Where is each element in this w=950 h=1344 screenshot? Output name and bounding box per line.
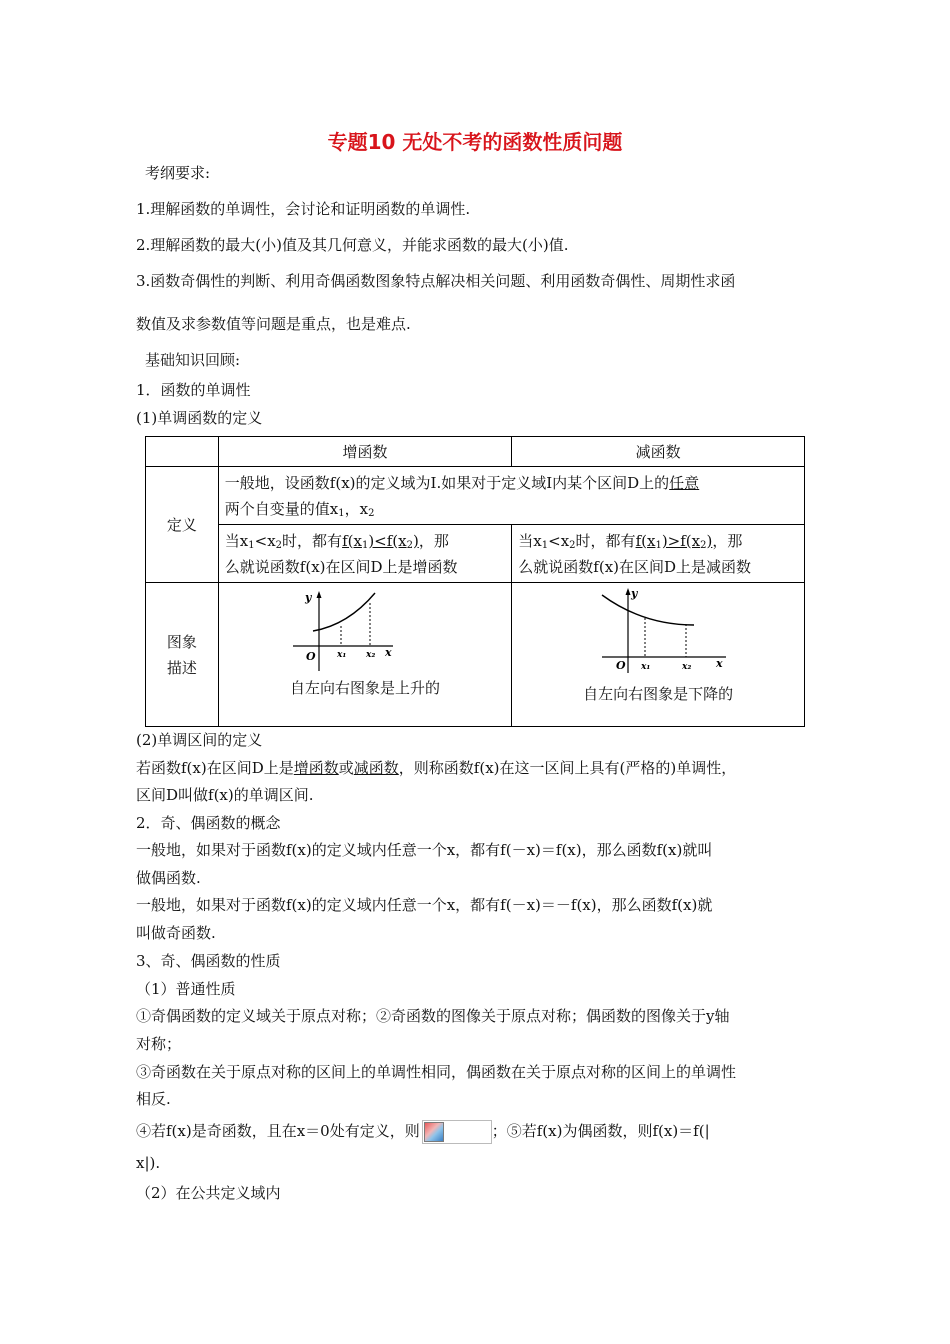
monotonic-definition-table: [145, 436, 805, 727]
property-3-line2: 相反.: [136, 1090, 171, 1108]
section-3-heading: 3、奇、偶函数的性质: [136, 952, 281, 970]
decreasing-graph: [598, 587, 728, 673]
definition-decreasing-cell: 当$x_1<x_2$时，都有$f(x_1)>f(x_2)$，那 么就说函数f(x)在区间D上是减函数: [512, 525, 805, 583]
increasing-graph: [293, 589, 393, 671]
even-definition-line1: 一般地，如果对于函数f(x)的定义域内任意一个x，都有f(－x)＝f(x)，那么函数f(x)就叫: [136, 841, 713, 859]
property-3-line1: ③奇函数在关于原点对称的区间上的单调性相同，偶函数在关于原点对称的区间上的单调性: [136, 1063, 737, 1081]
section-3-1-heading: （1）普通性质: [136, 980, 236, 998]
origin-label: O: [305, 650, 316, 663]
y-label: y: [631, 587, 638, 600]
requirement-2: 2.理解函数的最大(小)值及其几何意义，并能求函数的最大(小)值.: [136, 236, 569, 254]
definition-common-cell: 一般地，设函数f(x)的定义域为I.如果对于定义域I内某个区间D上的任意 两个自变量的值$x_1$，$x_2$: [218, 467, 804, 525]
property-4-line1: ④若f(x)是奇函数，且在x＝0处有定义，则 ；⑤若f(x)为偶函数，则f(x)＝f(|: [136, 1120, 710, 1144]
page-title: 专题10 无处不考的函数性质问题: [327, 130, 623, 154]
section-2-heading: 2．奇、偶函数的概念: [136, 814, 281, 832]
x-label: x: [384, 646, 392, 659]
property-1-line1: ①奇偶函数的定义域关于原点对称；②奇函数的图像关于原点对称；偶函数的图像关于y轴: [136, 1007, 730, 1025]
property-1-line2: 对称；: [136, 1035, 182, 1053]
falling-curve: [602, 595, 694, 625]
section-3-2-heading: （2）在公共定义域内: [136, 1184, 281, 1202]
y-label: y: [304, 591, 312, 604]
x2-label: x₂: [365, 650, 376, 660]
section-1-2-heading: (2)单调区间的定义: [136, 731, 263, 749]
even-definition-line2: 做偶函数.: [136, 869, 201, 887]
x1-label: x₁: [336, 650, 347, 660]
y-axis-arrow-icon: [626, 588, 631, 595]
row-label-definition: 定义: [146, 467, 219, 583]
table-corner-cell: [146, 437, 219, 467]
x-label: x: [716, 657, 723, 670]
definition-increasing-cell: 当$x_1<x_2$时，都有$f(x_1)<f(x_2)$，那 么就说函数f(x)在区间D上是增函数: [218, 525, 512, 583]
x1-label: x₁: [641, 662, 651, 672]
underlined-any: 任意: [669, 473, 700, 492]
x2-label: x₂: [682, 662, 692, 672]
underlined-inc-condition: $f(x_1)<f(x_2)$: [342, 531, 419, 551]
graph-decreasing-cell: [512, 583, 805, 727]
y-axis-arrow-icon: [316, 591, 321, 598]
odd-definition-line1: 一般地，如果对于函数f(x)的定义域内任意一个x，都有f(－x)＝－f(x)，那么函数f(x)就: [136, 896, 713, 914]
section-1-1-heading: (1)单调函数的定义: [136, 409, 263, 427]
odd-definition-line2: 叫做奇函数.: [136, 924, 216, 942]
requirement-3-line1: 3.函数奇偶性的判断、利用奇偶函数图象特点解决相关问题、利用函数奇偶性、周期性求函: [136, 272, 736, 290]
outline-heading: 考纲要求:: [145, 164, 211, 182]
rising-curve: [313, 593, 375, 631]
requirement-1: 1.理解函数的单调性，会讨论和证明函数的单调性.: [136, 200, 471, 218]
underlined-dec-condition: $f(x_1)>f(x_2)$: [635, 531, 713, 551]
section-1-heading: 1．函数的单调性: [136, 381, 251, 399]
row-label-graph: 图象 描述: [146, 583, 219, 727]
origin-label: O: [616, 659, 626, 672]
graph-increasing-cell: [218, 583, 512, 727]
property-4-line2: x|).: [136, 1154, 161, 1172]
header-increasing: 增函数: [218, 437, 512, 467]
requirement-3-line2: 数值及求参数值等问题是重点，也是难点.: [136, 315, 411, 333]
decreasing-caption: 自左向右图象是下降的: [583, 685, 734, 703]
increasing-caption: 自左向右图象是上升的: [290, 679, 441, 697]
monotonic-interval-line1: 若函数f(x)在区间D上是增函数或减函数，则称函数f(x)在这一区间上具有(严格的)单调性，: [136, 759, 737, 777]
basic-heading: 基础知识回顾:: [145, 351, 241, 369]
header-decreasing: 减函数: [512, 437, 805, 467]
formula-image-icon: [422, 1120, 492, 1144]
monotonic-interval-line2: 区间D叫做f(x)的单调区间.: [136, 786, 314, 804]
